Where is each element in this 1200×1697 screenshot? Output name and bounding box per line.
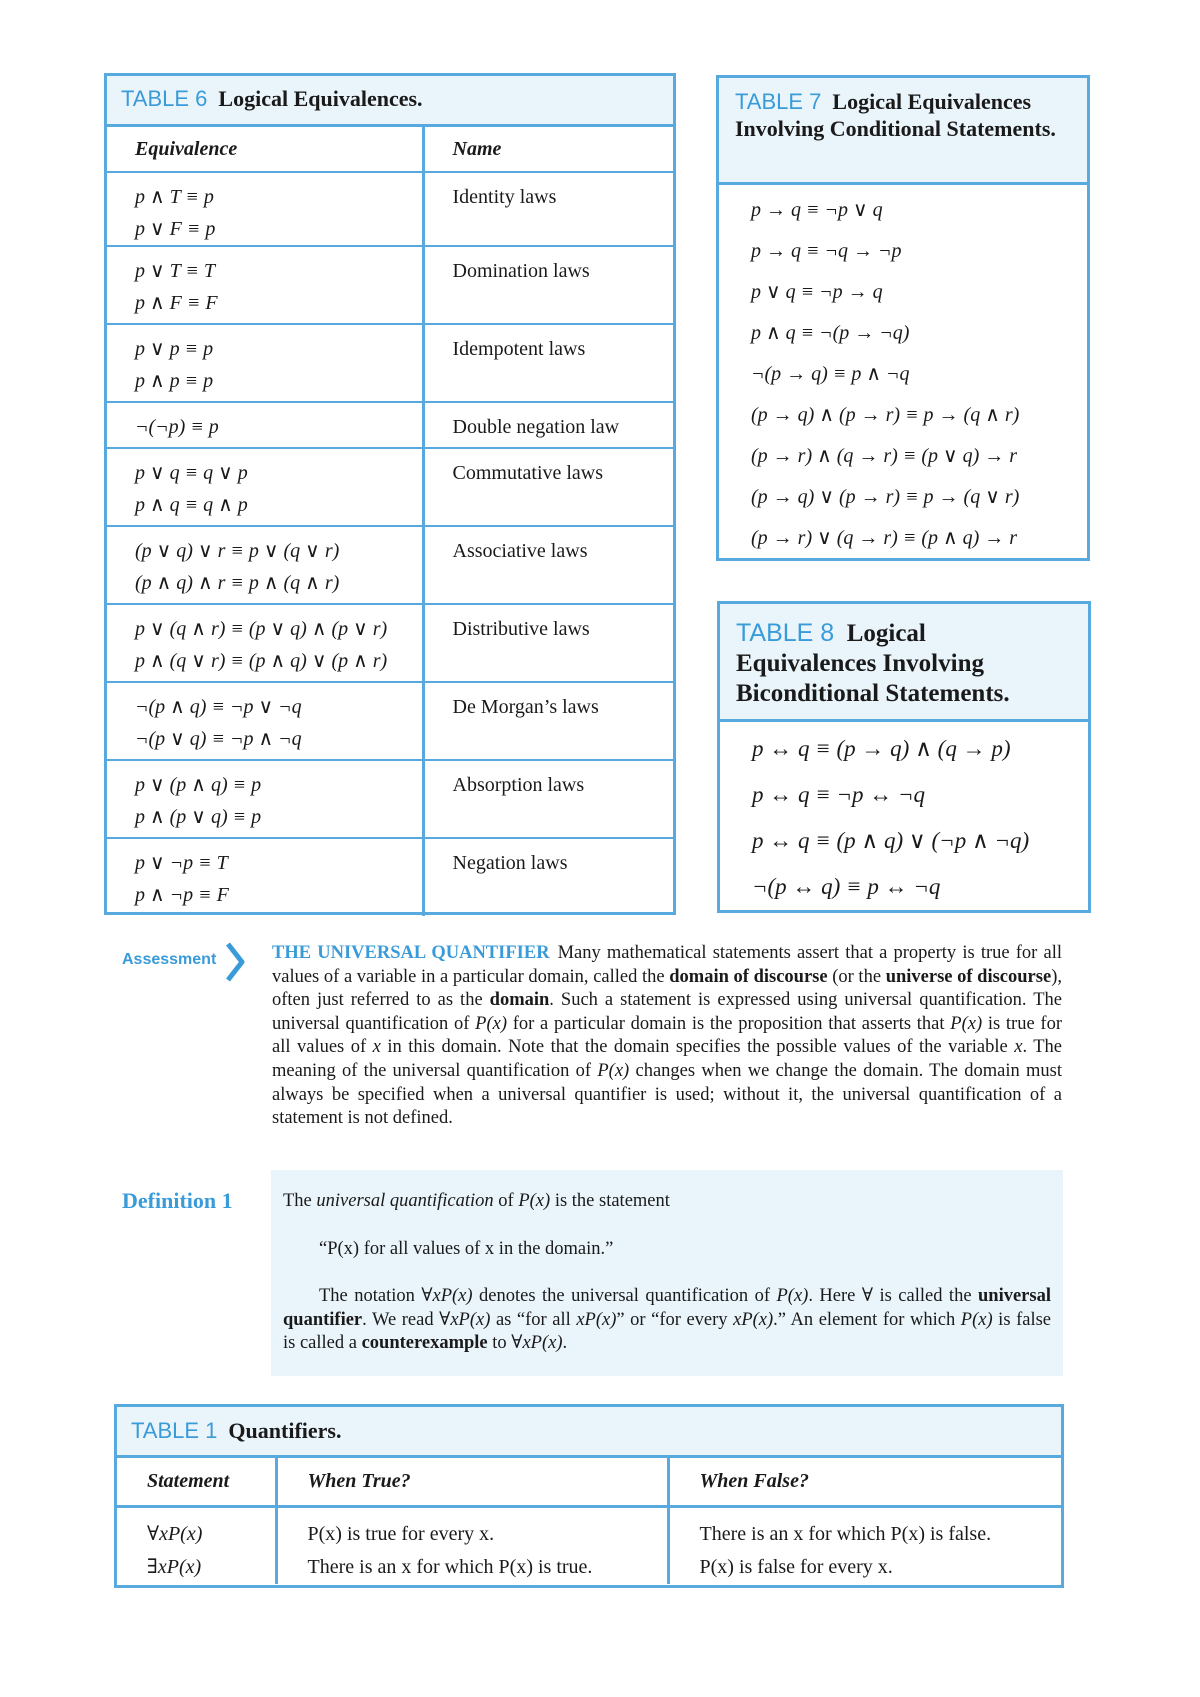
term: universal quantification xyxy=(316,1191,494,1211)
law-name: Idempotent laws xyxy=(423,324,673,402)
equivalence-2: p ∧ (p ∨ q) ≡ p xyxy=(135,806,262,828)
definition-statement xyxy=(283,1190,1051,1214)
table-8-label: TABLE 8 xyxy=(736,619,835,647)
table-7-header xyxy=(719,78,1087,185)
equivalence-1: p ∨ q ≡ q ∨ p xyxy=(135,462,248,484)
table-row xyxy=(107,402,673,448)
table-row xyxy=(107,448,673,526)
statement: ∀xP(x) xyxy=(147,1522,203,1545)
equivalence-2: (p ∧ q) ∧ r ≡ p ∧ (q ∧ r) xyxy=(135,572,340,594)
table-row xyxy=(107,246,673,324)
when-true: There is an x for which P(x) is true. xyxy=(307,1555,593,1578)
table-8-header xyxy=(720,604,1088,722)
table-6-label: TABLE 6 xyxy=(121,86,208,111)
list-item: (p → q) ∧ (p → r) ≡ p → (q ∧ r) xyxy=(751,404,1020,426)
text: . xyxy=(562,1333,568,1354)
table-row xyxy=(107,682,673,760)
table-1-label: TABLE 1 xyxy=(131,1418,218,1443)
math: xP(x) xyxy=(576,1309,617,1330)
equivalence-1: (p ∨ q) ∨ r ≡ p ∨ (q ∨ r) xyxy=(135,540,340,562)
table-7 xyxy=(716,75,1090,561)
text: denotes the universal quantification of xyxy=(472,1286,777,1307)
definition-label: Definition 1 xyxy=(122,1188,233,1213)
equivalence-2: p ∨ F ≡ p xyxy=(135,218,216,240)
law-name: Double negation law xyxy=(423,402,673,448)
math: xP(x) xyxy=(733,1309,774,1330)
equivalence-1: p ∨ (q ∧ r) ≡ (p ∨ q) ∧ (p ∨ r) xyxy=(135,618,388,640)
text: The xyxy=(283,1191,317,1211)
text: is the statement xyxy=(550,1191,670,1211)
list-item: ¬(p ↔ q) ≡ p ↔ ¬q xyxy=(752,874,941,899)
text: . Here ∀ is called the xyxy=(808,1286,978,1307)
math: x xyxy=(372,1037,381,1058)
term: domain of discourse xyxy=(669,966,828,987)
term: counterexample xyxy=(361,1333,488,1354)
math: P(x) xyxy=(950,1013,983,1034)
text: . The meaning of the universal quantification of xyxy=(272,1037,1063,1081)
table-6 xyxy=(104,73,676,915)
math: ∀xP(x) xyxy=(511,1333,563,1354)
equivalence-1: p ∨ ¬p ≡ T xyxy=(135,852,228,874)
math: P(x) xyxy=(776,1286,809,1307)
universal-quantifier-paragraph xyxy=(272,942,1062,1131)
equivalence-2: p ∧ F ≡ F xyxy=(135,292,218,314)
when-false: There is an x for which P(x) is false. xyxy=(699,1522,992,1545)
table-row xyxy=(107,760,673,838)
text: is false is called a xyxy=(283,1309,1051,1354)
text: Many mathematical statements assert that a property is true for all values of a variable in a particular domain, called the xyxy=(272,943,1062,987)
equivalence-2: p ∧ p ≡ p xyxy=(135,370,214,392)
column-header-statement: Statement xyxy=(117,1458,276,1506)
list-item: p → q ≡ ¬p ∨ q xyxy=(751,199,883,221)
table-1-title: Quantifiers. xyxy=(228,1418,342,1443)
math: P(x) xyxy=(475,1013,508,1034)
law-name: Absorption laws xyxy=(423,760,673,838)
assessment-tag: Assessment xyxy=(122,951,217,968)
equivalence-2: p ∧ ¬p ≡ F xyxy=(135,884,229,906)
equivalence-1: ¬(¬p) ≡ p xyxy=(135,416,219,438)
list-item: p ∨ q ≡ ¬p → q xyxy=(751,281,883,303)
table-7-list xyxy=(719,185,1087,566)
equivalence-1: p ∧ T ≡ p xyxy=(135,186,214,208)
law-name: Negation laws xyxy=(423,838,673,916)
column-header-when-true: When True? xyxy=(276,1458,668,1506)
equivalence-1: ¬(p ∧ q) ≡ ¬p ∨ ¬q xyxy=(135,696,302,718)
text: . We read xyxy=(362,1309,440,1330)
text: ” or “for every xyxy=(616,1309,734,1330)
text: is true for all values of xyxy=(272,1013,1062,1058)
math: ∀xP(x) xyxy=(421,1286,473,1307)
column-header-equivalence: Equivalence xyxy=(107,127,423,172)
equivalence-2: p ∧ q ≡ q ∧ p xyxy=(135,494,248,516)
table-row xyxy=(107,526,673,604)
law-name: De Morgan’s laws xyxy=(423,682,673,760)
law-name: Distributive laws xyxy=(423,604,673,682)
list-item: p ↔ q ≡ (p ∧ q) ∨ (¬p ∧ ¬q) xyxy=(752,828,1030,853)
table-7-label: TABLE 7 xyxy=(735,89,822,114)
term: universe of discourse xyxy=(885,966,1052,987)
list-item: p → q ≡ ¬q → ¬p xyxy=(751,240,902,262)
table-body xyxy=(117,1506,1061,1584)
chevron-right-icon xyxy=(224,942,246,982)
text: (or the xyxy=(827,966,886,987)
equivalence-2: ¬(p ∨ q) ≡ ¬p ∧ ¬q xyxy=(135,728,302,750)
when-true: P(x) is true for every x. xyxy=(307,1522,495,1545)
text: of xyxy=(493,1191,519,1211)
list-item: p ↔ q ≡ (p → q) ∧ (q → p) xyxy=(752,736,1011,761)
table-8 xyxy=(717,601,1091,913)
table-row xyxy=(107,324,673,402)
table-8-list xyxy=(720,722,1088,918)
list-item: (p → q) ∨ (p → r) ≡ p → (q ∨ r) xyxy=(751,486,1020,508)
definition-notation xyxy=(283,1285,1051,1356)
definition-quote: “P(x) for all values of x in the domain.” xyxy=(319,1238,614,1259)
equivalence-1: p ∨ T ≡ T xyxy=(135,260,216,282)
text: in this domain. Note that the domain specifies the possible values of the variable xyxy=(380,1037,1015,1058)
list-item: p ↔ q ≡ ¬p ↔ ¬q xyxy=(752,782,926,807)
law-name: Commutative laws xyxy=(423,448,673,526)
math: P(x) xyxy=(597,1060,630,1081)
table-1 xyxy=(114,1404,1064,1588)
math: ∀xP(x) xyxy=(439,1309,491,1330)
text: .” An element for which xyxy=(773,1309,961,1330)
text: for a particular domain is the proposition that asserts that xyxy=(507,1013,951,1034)
text: ), often just referred to as the xyxy=(272,966,1062,1011)
when-false: P(x) is false for every x. xyxy=(699,1555,893,1578)
table-7-title: Logical Equivalences Involving Conditional Statements. xyxy=(735,89,1056,141)
list-item: ¬(p → q) ≡ p ∧ ¬q xyxy=(751,363,910,385)
table-row xyxy=(107,838,673,916)
definition-box xyxy=(271,1170,1063,1376)
equivalence-2: p ∧ (q ∨ r) ≡ (p ∧ q) ∨ (p ∧ r) xyxy=(135,650,388,672)
section-heading: THE UNIVERSAL QUANTIFIER xyxy=(272,943,550,963)
text: The notation xyxy=(319,1286,422,1307)
text: . Such a statement is expressed using universal quantification. The universal quantification of xyxy=(272,990,1062,1034)
text: changes when we change the domain. The domain must always be specified when a universal quantifier is used; without it, the universal quantification of a statement is not defined. xyxy=(272,1060,1062,1129)
table-6-title: Logical Equivalences. xyxy=(218,86,423,111)
table-6-header xyxy=(107,76,673,127)
table-1-header xyxy=(117,1407,1061,1458)
table-1-grid xyxy=(117,1458,1061,1584)
law-name: Domination laws xyxy=(423,246,673,324)
list-item: (p → r) ∧ (q → r) ≡ (p ∨ q) → r xyxy=(751,445,1018,467)
law-name: Identity laws xyxy=(423,172,673,246)
table-8-title: Logical Equivalences Involving Biconditional Statements. xyxy=(736,620,1010,707)
math: P(x) xyxy=(518,1191,551,1211)
law-name: Associative laws xyxy=(423,526,673,604)
math: P(x) xyxy=(960,1309,993,1330)
math: x xyxy=(1014,1037,1023,1058)
text: to xyxy=(487,1333,512,1354)
text: as “for all xyxy=(490,1309,577,1330)
equivalence-1: p ∨ p ≡ p xyxy=(135,338,214,360)
column-header-when-false: When False? xyxy=(668,1458,1061,1506)
term: domain xyxy=(489,990,550,1011)
list-item: (p → r) ∨ (q → r) ≡ (p ∧ q) → r xyxy=(751,527,1018,549)
table-row xyxy=(107,172,673,246)
equivalence-1: p ∨ (p ∧ q) ≡ p xyxy=(135,774,262,796)
table-6-grid xyxy=(107,127,673,916)
statement: ∃xP(x) xyxy=(147,1555,202,1578)
column-header-name: Name xyxy=(452,138,502,160)
list-item: p ∧ q ≡ ¬(p → ¬q) xyxy=(751,322,910,344)
table-row xyxy=(107,604,673,682)
term: universal quantifier xyxy=(283,1286,1051,1330)
